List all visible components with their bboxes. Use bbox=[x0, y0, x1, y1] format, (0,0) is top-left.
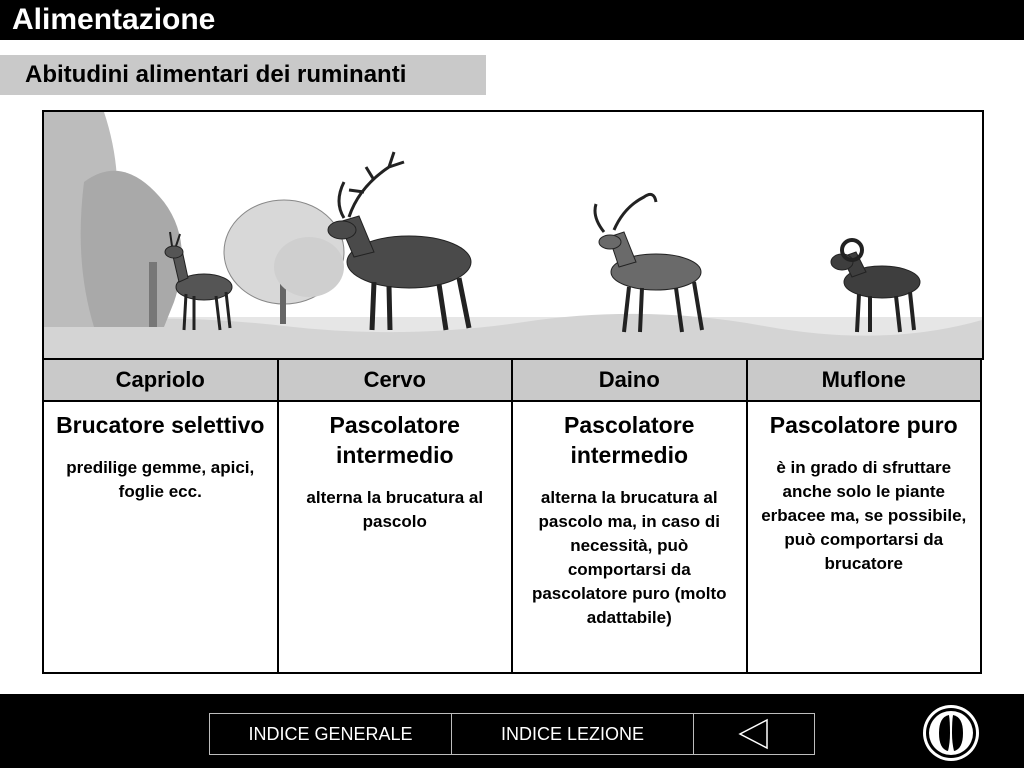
feeding-description: alterna la brucatura al pascolo bbox=[306, 488, 484, 531]
table-row bbox=[43, 401, 981, 673]
column-header-muflone: Muflone bbox=[747, 359, 982, 401]
column-header-daino: Daino bbox=[512, 359, 747, 401]
column-header-cervo: Cervo bbox=[278, 359, 513, 401]
feeding-role: Pascolatore intermedio bbox=[564, 412, 695, 468]
feeding-habits-table bbox=[42, 358, 982, 674]
footer-nav bbox=[209, 713, 815, 755]
indice-generale-button[interactable]: INDICE GENERALE bbox=[210, 714, 452, 754]
feeding-role: Pascolatore puro bbox=[769, 412, 958, 438]
feeding-description: alterna la brucatura al pascolo ma, in caso di necessità, può comportarsi da pascolatore puro (molto adattabile) bbox=[531, 488, 727, 627]
ruminants-drawing bbox=[44, 112, 982, 360]
hoofprint-logo-icon[interactable] bbox=[921, 703, 981, 763]
footer-bar bbox=[0, 694, 1024, 768]
back-button[interactable] bbox=[694, 714, 814, 754]
table-cell-muflone bbox=[747, 401, 982, 673]
feeding-role: Pascolatore intermedio bbox=[329, 412, 460, 468]
page-title: Alimentazione bbox=[12, 3, 216, 36]
triangle-left-icon bbox=[737, 718, 771, 750]
table-cell-capriolo bbox=[43, 401, 278, 673]
fallow-deer-figure bbox=[595, 194, 702, 332]
indice-lezione-button[interactable]: INDICE LEZIONE bbox=[452, 714, 694, 754]
feeding-description: è in grado di sfruttare anche solo le piante erbacee ma, se possibile, può comportarsi da brucatore bbox=[761, 458, 967, 573]
feeding-description: predilige gemme, apici, foglie ecc. bbox=[66, 458, 255, 501]
section-subtitle: Abitudini alimentari dei ruminanti bbox=[25, 61, 407, 88]
red-deer-figure bbox=[328, 152, 471, 330]
table-cell-cervo bbox=[278, 401, 513, 673]
table-cell-daino bbox=[512, 401, 747, 673]
column-header-capriolo: Capriolo bbox=[43, 359, 278, 401]
table-header-row bbox=[43, 359, 981, 401]
feeding-role: Brucatore selettivo bbox=[56, 412, 265, 438]
ruminants-illustration bbox=[42, 110, 984, 360]
header-bar bbox=[0, 0, 1024, 40]
section-subtitle-bar bbox=[0, 55, 486, 95]
